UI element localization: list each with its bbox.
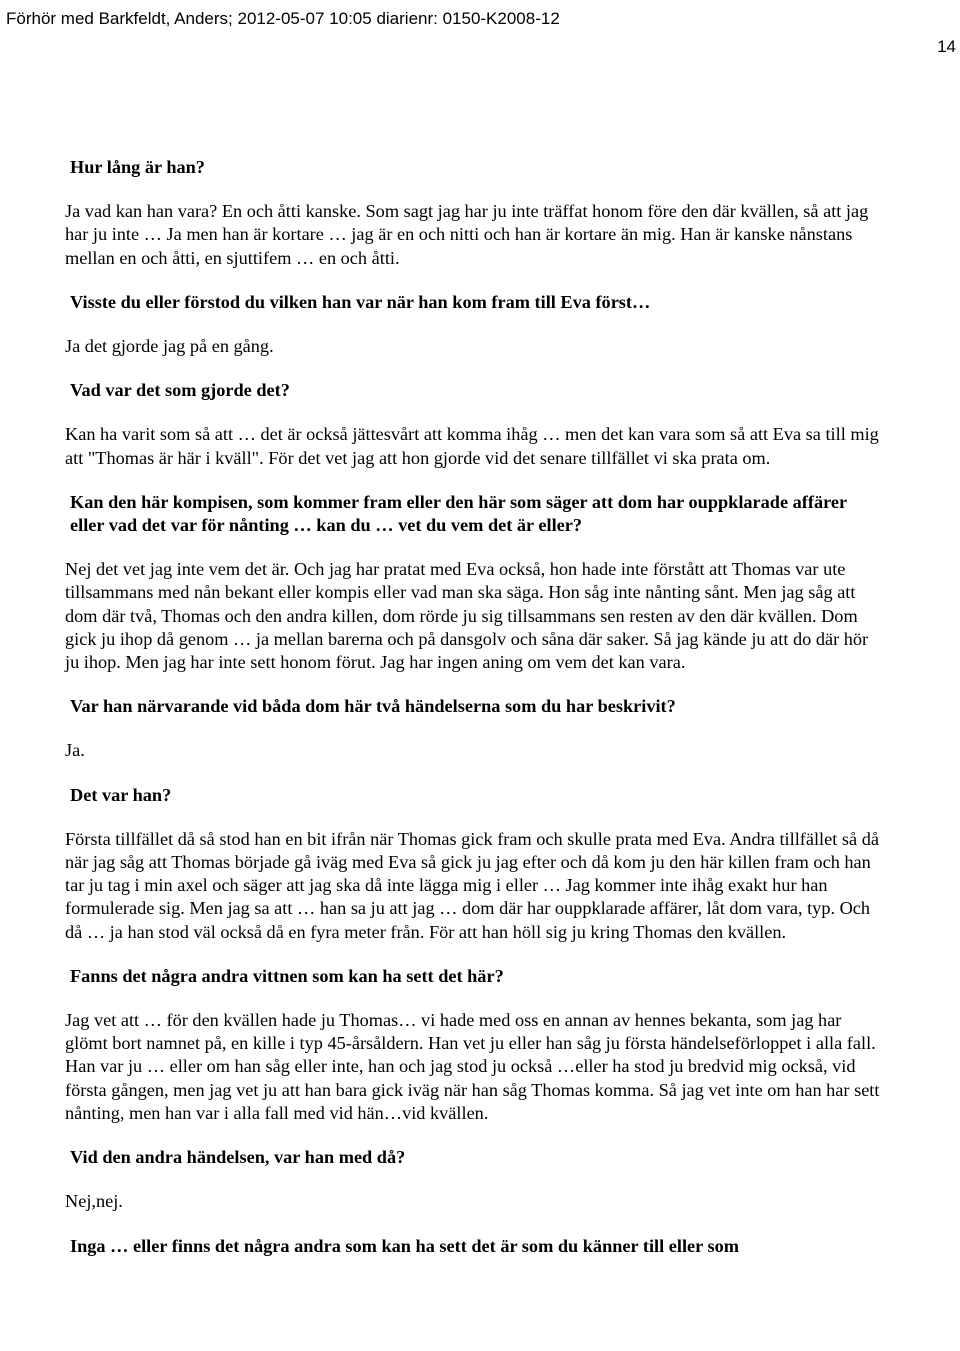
answer-5: Ja. (65, 740, 85, 761)
question-7: Fanns det några andra vittnen som kan ha sett det här? (70, 965, 504, 986)
question-2: Visste du eller förstod du vilken han var när han kom fram till Eva först… (70, 291, 651, 312)
question-9: Inga … eller finns det några andra som kan ha sett det är som du känner till eller som (70, 1235, 739, 1256)
question-4: Kan den här kompisen, som kommer fram eller den här som säger att dom har ouppklarade affärer eller vad det var för nånting … kan du … vet du vem det är eller? (70, 491, 847, 536)
question-6: Det var han? (70, 784, 172, 805)
answer-4: Nej det vet jag inte vem det är. Och jag har pratat med Eva också, hon hade inte förstått att Thomas var ute tillsammans med nån bekant eller kompis eller vad man ska säga. Hon såg inte nånting sånt. Men jag såg att dom där två, Thomas och den andra killen, dom rörde ju sig tillsammans sen resten av den där kvällen. Dom gick ju ihop då genom … ja mellan barerna och på dansgolv och såna där saker. Så jag kände ju att do där hör ju ihop. Men jag har inte sett honom förut. Jag har ingen aning om vem det kan vara. (65, 559, 869, 673)
question-5: Var han närvarande vid båda dom här två händelserna som du har beskrivit? (70, 696, 676, 717)
answer-7: Jag vet att … för den kvällen hade ju Thomas… vi hade med oss en annan av hennes bekanta, som jag har glömt bort namnet på, en kille i typ 45-årsåldern. Han vet ju eller han såg ju första händelseförloppet i alla fall. Han var ju … eller om han såg eller inte, han och jag stod ju också …eller ha stod ju bredvid mig också, vid första gången, men jag vet ju att han bara gick iväg när han såg Thomas komma. Så jag vet inte om han har sett nånting, men han var i alla fall med vid hän…vid kvällen. (65, 1010, 880, 1123)
question-8: Vid den andra händelsen, var han med då? (70, 1147, 406, 1168)
question-3: Vad var det som gjorde det? (70, 380, 290, 401)
page-header: Förhör med Barkfeldt, Anders; 2012-05-07 10:05 diarienr: 0150-K2008-12 (6, 9, 560, 28)
transcript-body (65, 156, 885, 1279)
answer-2: Ja det gjorde jag på en gång. (65, 336, 274, 357)
answer-8: Nej,nej. (65, 1191, 123, 1212)
page-number: 14 (937, 37, 956, 56)
answer-6: Första tillfället då så stod han en bit ifrån när Thomas gick fram och skulle prata med Eva. Andra tillfället så då när jag såg att Thomas började gå iväg med Eva så gick ju jag efter och då kom ju den här killen fram och han tar ju tag i min axel och säger att jag ska då inte lägga mig i eller … Jag kommer inte ihåg exakt hur han formulerade sig. Men jag sa att … han sa ju att jag … dom där har ouppklarade affärer, låt dom vara, typ. Och då … ja han stod väl också då en fyra meter från. För att han höll sig ju kring Thomas den kvällen. (65, 828, 879, 942)
answer-1: Ja vad kan han vara? En och åtti kanske. Som sagt jag har ju inte träffat honom före den där kvällen, så att jag har ju inte … Ja men han är kortare … jag är en och nitti och han är kortare än mig. Han är kanske nånstans mellan en och åtti, en sjuttifem … en och åtti. (65, 201, 869, 268)
question-1: Hur lång är han? (70, 157, 205, 177)
answer-3: Kan ha varit som så att … det är också jättesvårt att komma ihåg … men det kan vara som så att Eva sa till mig att "Thomas är här i kväll". För det vet jag att hon gjorde vid det senare tillfället vi ska prata om. (65, 424, 879, 468)
